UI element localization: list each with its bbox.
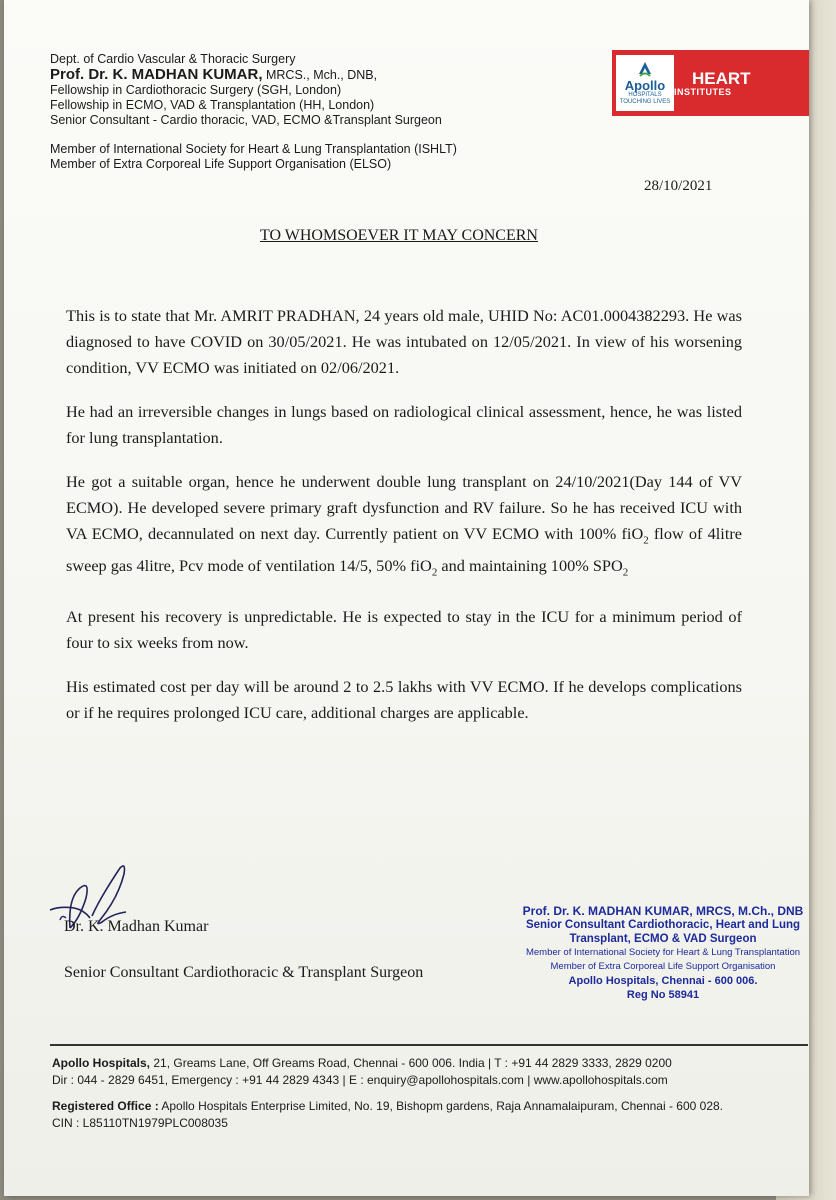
memberships [50, 142, 457, 172]
footer-reg-line [52, 1098, 723, 1115]
stamp-line-1: Prof. Dr. K. MADHAN KUMAR, MRCS, M.Ch., DNB [522, 904, 804, 918]
footer-address [52, 1055, 672, 1089]
doctor-stamp [518, 904, 808, 1002]
stamp-line-2: Senior Consultant Cardiothoracic, Heart and Lung [525, 919, 801, 931]
membership-elso: Member of Extra Corporeal Life Support Organisation (ELSO) [50, 157, 392, 171]
paragraph-5: His estimated cost per day will be around 2 to 2.5 lakhs with VV ECMO. If he develops complications or if he requires prolonged ICU care, additional charges are applicable. [66, 676, 742, 722]
paragraph-2: He had an irreversible changes in lungs based on radiological clinical assessment, hence, he was listed for lung transplantation. [66, 402, 742, 447]
apollo-heart-logo [612, 50, 809, 116]
fellowship-1: Fellowship in Cardiothoracic Surgery (SGH, London) [50, 83, 342, 97]
department: Dept. of Cardio Vascular & Thoracic Surgery [50, 52, 296, 66]
footer-reg-label: Registered Office : [52, 1099, 159, 1113]
stamp-line-5: Member of Extra Corporeal Life Support Organisation [550, 961, 776, 972]
stamp-line-4: Member of International Society for Heart & Lung Transplantation [525, 947, 801, 958]
paragraph-3-part-b: flow of 4litre sweep gas 4litre, Pcv mode of ventilation 14/5, 50% fiO [66, 524, 742, 576]
paragraph-4: At present his recovery is unpredictable. He is expected to stay in the ICU for a minimum period of four to six weeks from now. [66, 606, 742, 652]
letter-page [4, 0, 809, 1196]
logo-brand: Apollo [624, 77, 666, 93]
footer-divider [50, 1044, 808, 1046]
stamp-line-6: Apollo Hospitals, Chennai - 600 006. [568, 975, 758, 987]
footer-reg-text: Apollo Hospitals Enterprise Limited, No. 19, Bishopm gardens, Raja Annamalaipuram, Chennai - 600 028. [158, 1099, 724, 1113]
doctor-qualifications: MRCS., Mch., DNB, [265, 68, 378, 82]
footer-contacts: Dir : 044 - 2829 6451, Emergency : +91 44 2829 4343 | E : enquiry@apollohospitals.com | www.apollohospitals.com [52, 1073, 668, 1087]
fellowship-2: Fellowship in ECMO, VAD & Transplantation (HH, London) [50, 98, 375, 112]
footer-address-line [52, 1055, 672, 1072]
signatory-designation: Senior Consultant Cardiothoracic & Transplant Surgeon [64, 964, 424, 981]
letter-body [66, 303, 742, 744]
letterhead [50, 52, 442, 128]
logo-hospitals: HOSPITALS [628, 91, 662, 98]
footer-registered [52, 1098, 723, 1132]
paragraph-1: This is to state that Mr. AMRIT PRADHAN, 24 years old male, UHID No: AC01.0004382293. He was diagnosed to have COVID on 30/05/2021. He was intubated on 12/05/2021. In view of his worsening condition, VV ECMO was initiated on 02/06/2021. [66, 306, 742, 377]
subscript-2: 2 [622, 566, 629, 579]
logo-institutes: INSTITUTES [674, 86, 732, 97]
footer-address-text: 21, Greams Lane, Off Greams Road, Chennai - 600 006. India | T : +91 44 2829 3333, 2829 0200 [150, 1056, 672, 1070]
subscript-2: 2 [643, 534, 649, 547]
logo-heart: HEART [692, 68, 751, 88]
stamp-line-7: Reg No 58941 [626, 989, 700, 1001]
senior-consultant-line: Senior Consultant - Cardio thoracic, VAD, ECMO &Transplant Surgeon [50, 113, 442, 127]
logo-tagline: TOUCHING LIVES [619, 98, 671, 105]
logo-heart-text [674, 70, 751, 97]
subscript-2: 2 [431, 566, 438, 579]
apollo-logo-box [616, 55, 674, 111]
letter-date: 28/10/2021 [644, 178, 713, 194]
stamp-line-3: Transplant, ECMO & VAD Surgeon [569, 933, 757, 945]
paragraph-3 [66, 469, 742, 586]
apollo-logo-icon [634, 61, 656, 79]
footer-org: Apollo Hospitals, [52, 1056, 151, 1070]
doctor-name-line [50, 67, 442, 83]
paragraph-3-part-a: He got a suitable organ, hence he underwent double lung transplant on 24/10/2021(Day 144 of VV ECMO). He developed severe primary graft dysfunction and RV failure. So he has received ICU with VA ECMO, decannulated on next day. Currently patient on VV ECMO with 100% fiO [66, 472, 742, 543]
paragraph-3-part-c: and maintaining 100% SPO [437, 556, 623, 576]
letter-subject: TO WHOMSOEVER IT MAY CONCERN [260, 227, 538, 244]
doctor-name: Prof. Dr. K. MADHAN KUMAR, [50, 66, 263, 83]
membership-ishlt: Member of International Society for Heart & Lung Transplantation (ISHLT) [50, 142, 457, 156]
signatory-name: Dr. K. Madhan Kumar [64, 918, 209, 935]
footer-cin: CIN : L85110TN1979PLC008035 [52, 1116, 228, 1130]
